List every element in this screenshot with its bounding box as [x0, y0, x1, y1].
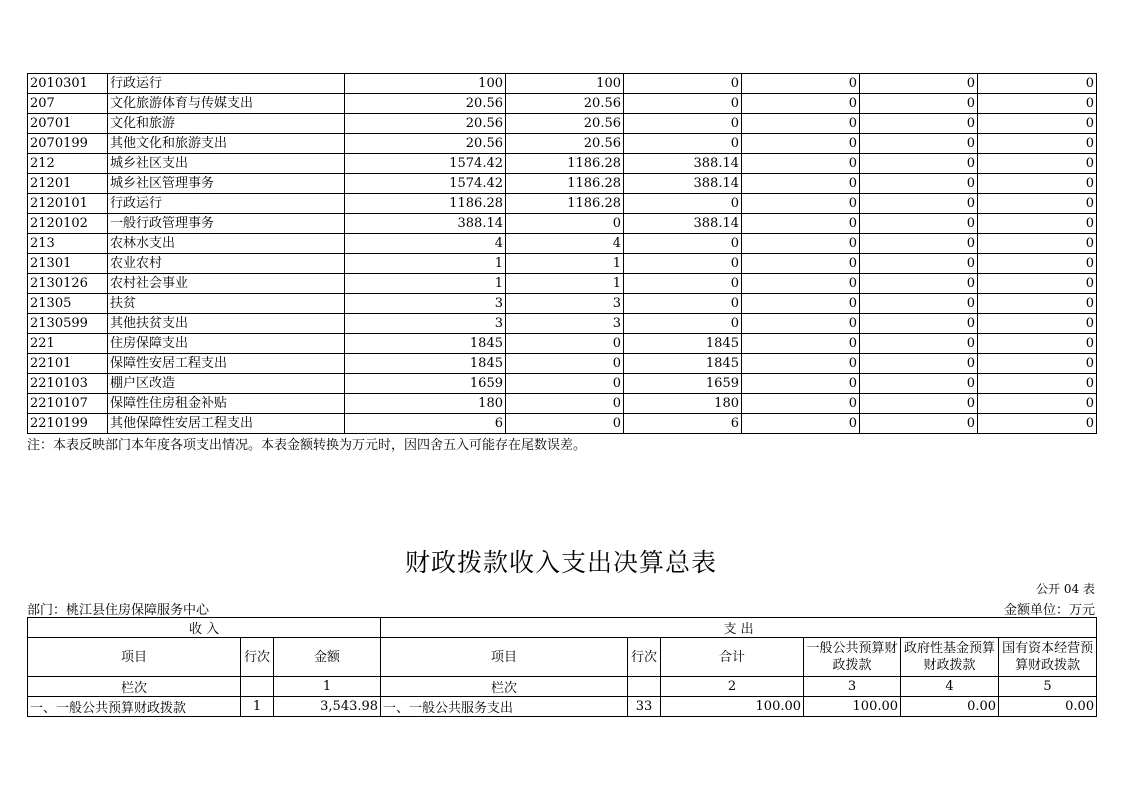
total-value: 388.14 [345, 214, 506, 234]
col6-value: 0 [978, 274, 1097, 294]
col6-value: 0 [978, 394, 1097, 414]
basic-expense: 20.56 [506, 94, 624, 114]
expenditure-table [27, 73, 1097, 434]
basic-expense: 3 [506, 314, 624, 334]
col5-value: 0 [860, 114, 978, 134]
subject-code: 207 [28, 94, 108, 114]
col6-value: 0 [978, 174, 1097, 194]
col6-value: 0 [978, 134, 1097, 154]
col6-value: 0 [978, 114, 1097, 134]
subject-name: 棚户区改造 [108, 374, 345, 394]
table-row [28, 274, 1097, 294]
table-row [28, 354, 1097, 374]
table-row [28, 374, 1097, 394]
col5-value: 0 [860, 154, 978, 174]
column-index-label-2: 栏次 [381, 677, 628, 697]
project-expense: 1845 [624, 334, 742, 354]
subject-code: 2130126 [28, 274, 108, 294]
col4-value: 0 [742, 294, 860, 314]
col5-value: 0 [860, 314, 978, 334]
subject-code: 221 [28, 334, 108, 354]
page-title: 财政拨款收入支出决算总表 [404, 548, 717, 577]
table-row [28, 414, 1097, 434]
col6-value: 0 [978, 214, 1097, 234]
col5-value: 0 [860, 274, 978, 294]
subject-name: 行政运行 [108, 74, 345, 94]
table-row [28, 174, 1097, 194]
table-row [28, 314, 1097, 334]
subject-name: 其他扶贫支出 [108, 314, 345, 334]
col4-value: 0 [742, 74, 860, 94]
subject-code: 22101 [28, 354, 108, 374]
table-row [28, 94, 1097, 114]
basic-expense: 100 [506, 74, 624, 94]
col4-value: 0 [742, 234, 860, 254]
project-expense: 0 [624, 114, 742, 134]
subject-code: 2130599 [28, 314, 108, 334]
column-index-empty [241, 677, 274, 697]
project-expense: 0 [624, 74, 742, 94]
basic-expense: 0 [506, 394, 624, 414]
col4-value: 0 [742, 334, 860, 354]
col5-value: 0 [860, 174, 978, 194]
col4-value: 0 [742, 314, 860, 334]
total-value: 3 [345, 294, 506, 314]
subject-code: 2120101 [28, 194, 108, 214]
form-number: 公开 04 表 [1036, 582, 1095, 596]
column-index-label: 栏次 [28, 677, 241, 697]
project-expense: 180 [624, 394, 742, 414]
expense-item: 一、一般公共服务支出 [381, 697, 628, 717]
subject-name: 其他文化和旅游支出 [108, 134, 345, 154]
department-label: 部门：桃江县住房保障服务中心 [27, 603, 210, 618]
expense-row-no: 33 [628, 697, 661, 717]
basic-expense: 1186.28 [506, 174, 624, 194]
expense-state-capital: 0.00 [999, 697, 1097, 717]
basic-expense: 0 [506, 214, 624, 234]
total-value: 1 [345, 274, 506, 294]
project-expense: 388.14 [624, 154, 742, 174]
col5-value: 0 [860, 294, 978, 314]
project-expense: 6 [624, 414, 742, 434]
subject-code: 2070199 [28, 134, 108, 154]
project-expense: 1845 [624, 354, 742, 374]
subject-code: 20701 [28, 114, 108, 134]
subject-name: 城乡社区管理事务 [108, 174, 345, 194]
income-header: 收 入 [28, 618, 381, 638]
col5-value: 0 [860, 414, 978, 434]
col6-value: 0 [978, 294, 1097, 314]
table-row [28, 294, 1097, 314]
col6-value: 0 [978, 94, 1097, 114]
table-row [28, 234, 1097, 254]
project-expense: 0 [624, 294, 742, 314]
subject-name: 农村社会事业 [108, 274, 345, 294]
col6-value: 0 [978, 154, 1097, 174]
basic-expense: 20.56 [506, 114, 624, 134]
total-value: 1574.42 [345, 154, 506, 174]
project-expense: 0 [624, 254, 742, 274]
total-value: 1186.28 [345, 194, 506, 214]
subject-code: 2210107 [28, 394, 108, 414]
total-value: 3 [345, 314, 506, 334]
subject-name: 文化和旅游 [108, 114, 345, 134]
subject-name: 农林水支出 [108, 234, 345, 254]
col4-value: 0 [742, 254, 860, 274]
col5-value: 0 [860, 394, 978, 414]
total-value: 1574.42 [345, 174, 506, 194]
table-row [28, 254, 1097, 274]
subject-name: 扶贫 [108, 294, 345, 314]
total-value: 1659 [345, 374, 506, 394]
column-index-3: 3 [804, 677, 901, 697]
col5-value: 0 [860, 234, 978, 254]
expense-total: 100.00 [661, 697, 804, 717]
col5-value: 0 [860, 354, 978, 374]
expense-general-budget: 100.00 [804, 697, 901, 717]
col-expense-item: 项目 [381, 638, 628, 677]
table-row [28, 214, 1097, 234]
col4-value: 0 [742, 94, 860, 114]
col-total: 合计 [661, 638, 804, 677]
basic-expense: 1186.28 [506, 154, 624, 174]
table-row [28, 394, 1097, 414]
summary-table [27, 617, 1097, 717]
project-expense: 0 [624, 234, 742, 254]
project-expense: 388.14 [624, 174, 742, 194]
table-row [28, 74, 1097, 94]
subject-code: 21201 [28, 174, 108, 194]
col-income-item: 项目 [28, 638, 241, 677]
col5-value: 0 [860, 214, 978, 234]
table-row [28, 697, 1097, 717]
project-expense: 388.14 [624, 214, 742, 234]
column-index-4: 4 [901, 677, 999, 697]
column-index-1: 1 [274, 677, 381, 697]
col5-value: 0 [860, 254, 978, 274]
col-state-capital: 国有资本经营预算财政拨款 [999, 638, 1097, 677]
table-row [28, 194, 1097, 214]
col-expense-row-no: 行次 [628, 638, 661, 677]
subject-name: 城乡社区支出 [108, 154, 345, 174]
subject-code: 213 [28, 234, 108, 254]
column-index-5: 5 [999, 677, 1097, 697]
table-row [28, 114, 1097, 134]
col-income-amount: 金额 [274, 638, 381, 677]
col4-value: 0 [742, 194, 860, 214]
basic-expense: 1 [506, 254, 624, 274]
subject-name: 保障性住房租金补贴 [108, 394, 345, 414]
subject-code: 2210199 [28, 414, 108, 434]
total-value: 6 [345, 414, 506, 434]
total-value: 1845 [345, 334, 506, 354]
expense-fund-budget: 0.00 [901, 697, 999, 717]
col6-value: 0 [978, 414, 1097, 434]
project-expense: 0 [624, 274, 742, 294]
total-value: 1 [345, 254, 506, 274]
total-value: 100 [345, 74, 506, 94]
col5-value: 0 [860, 374, 978, 394]
col4-value: 0 [742, 414, 860, 434]
col4-value: 0 [742, 154, 860, 174]
project-expense: 1659 [624, 374, 742, 394]
col6-value: 0 [978, 254, 1097, 274]
project-expense: 0 [624, 94, 742, 114]
table-row [28, 134, 1097, 154]
total-value: 20.56 [345, 134, 506, 154]
col5-value: 0 [860, 134, 978, 154]
col4-value: 0 [742, 394, 860, 414]
col5-value: 0 [860, 94, 978, 114]
col5-value: 0 [860, 194, 978, 214]
col6-value: 0 [978, 74, 1097, 94]
col6-value: 0 [978, 354, 1097, 374]
total-value: 180 [345, 394, 506, 414]
basic-expense: 0 [506, 334, 624, 354]
col4-value: 0 [742, 134, 860, 154]
income-row-no: 1 [241, 697, 274, 717]
subject-name: 农业农村 [108, 254, 345, 274]
col-general-budget: 一般公共预算财政拨款 [804, 638, 901, 677]
col4-value: 0 [742, 214, 860, 234]
total-value: 1845 [345, 354, 506, 374]
basic-expense: 0 [506, 374, 624, 394]
basic-expense: 4 [506, 234, 624, 254]
col5-value: 0 [860, 334, 978, 354]
total-value: 20.56 [345, 114, 506, 134]
col4-value: 0 [742, 174, 860, 194]
subject-name: 行政运行 [108, 194, 345, 214]
subject-code: 21305 [28, 294, 108, 314]
income-amount: 3,543.98 [274, 697, 381, 717]
subject-code: 2010301 [28, 74, 108, 94]
col4-value: 0 [742, 374, 860, 394]
project-expense: 0 [624, 134, 742, 154]
col6-value: 0 [978, 374, 1097, 394]
col4-value: 0 [742, 114, 860, 134]
col4-value: 0 [742, 354, 860, 374]
subject-code: 2210103 [28, 374, 108, 394]
basic-expense: 1186.28 [506, 194, 624, 214]
subject-name: 保障性安居工程支出 [108, 354, 345, 374]
col6-value: 0 [978, 194, 1097, 214]
basic-expense: 3 [506, 294, 624, 314]
subject-name: 住房保障支出 [108, 334, 345, 354]
subject-name: 其他保障性安居工程支出 [108, 414, 345, 434]
col6-value: 0 [978, 334, 1097, 354]
subject-name: 一般行政管理事务 [108, 214, 345, 234]
basic-expense: 0 [506, 354, 624, 374]
unit-label: 金额单位：万元 [1003, 603, 1095, 618]
income-item: 一、一般公共预算财政拨款 [28, 697, 241, 717]
basic-expense: 0 [506, 414, 624, 434]
subject-name: 文化旅游体育与传媒支出 [108, 94, 345, 114]
table-note: 注：本表反映部门本年度各项支出情况。本表金额转换为万元时，因四舍五入可能存在尾数误差。 [27, 438, 587, 453]
project-expense: 0 [624, 194, 742, 214]
subject-code: 212 [28, 154, 108, 174]
col5-value: 0 [860, 74, 978, 94]
col-fund-budget: 政府性基金预算财政拨款 [901, 638, 999, 677]
basic-expense: 20.56 [506, 134, 624, 154]
col-income-row-no: 行次 [241, 638, 274, 677]
expense-header: 支 出 [381, 618, 1097, 638]
subject-code: 21301 [28, 254, 108, 274]
total-value: 20.56 [345, 94, 506, 114]
table-row [28, 334, 1097, 354]
col6-value: 0 [978, 234, 1097, 254]
column-index-2: 2 [661, 677, 804, 697]
col4-value: 0 [742, 274, 860, 294]
column-index-empty-2 [628, 677, 661, 697]
col6-value: 0 [978, 314, 1097, 334]
expenditure-table-body [28, 74, 1097, 434]
table-row [28, 154, 1097, 174]
basic-expense: 1 [506, 274, 624, 294]
project-expense: 0 [624, 314, 742, 334]
total-value: 4 [345, 234, 506, 254]
subject-code: 2120102 [28, 214, 108, 234]
